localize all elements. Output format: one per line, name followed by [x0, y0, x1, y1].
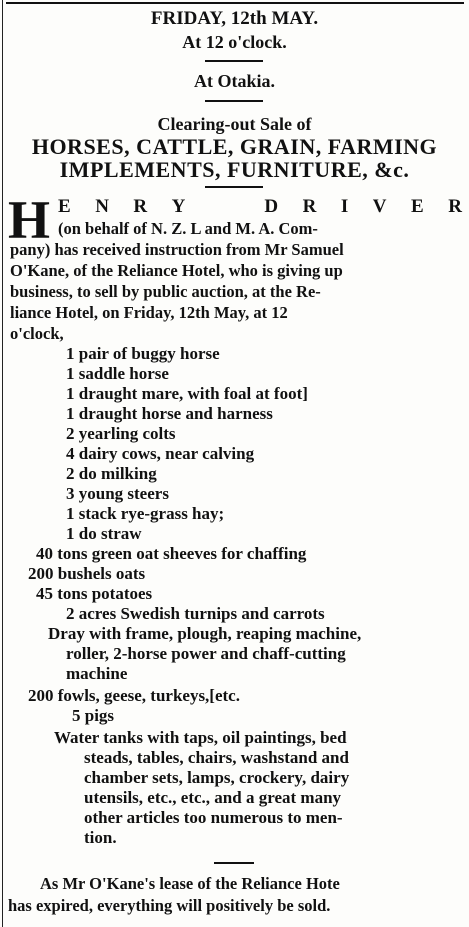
list-item: 1 saddle horse [66, 364, 169, 383]
body-line: O'Kane, of the Reliance Hotel, who is giving up [10, 261, 343, 280]
list-item: Dray with frame, plough, reaping machine, [48, 624, 362, 643]
top-rule [6, 2, 464, 4]
list-item: machine [66, 664, 128, 683]
name-letter: V [372, 196, 387, 217]
name-letter: Y [171, 196, 186, 217]
name-letter: E [411, 196, 424, 217]
list-item: 2 yearling colts [66, 424, 176, 443]
footer-line-1: As Mr O'Kane's lease of the Reliance Hote [40, 874, 340, 893]
auctioneer-name [58, 196, 462, 218]
list-item: 1 do straw [66, 524, 142, 543]
list-item: steads, tables, chairs, washstand and [84, 748, 349, 767]
list-item: utensils, etc., etc., and a great many [84, 788, 342, 807]
list-item: 2 do milking [66, 464, 157, 483]
drop-cap: H [8, 190, 51, 250]
body-line: pany) has received instruction from Mr Samuel [10, 240, 344, 259]
body-line: business, to sell by public auction, at the Re- [10, 282, 321, 301]
name-letter: R [448, 196, 462, 217]
sale-date: FRIDAY, 12th MAY. [150, 8, 319, 29]
list-item: 200 bushels oats [28, 564, 146, 583]
body-line: liance Hotel, on Friday, 12th May, at 12 [10, 303, 288, 322]
name-letter: N [95, 196, 109, 217]
name-letter: R [133, 196, 148, 217]
list-item: 40 tons green oat sheeves for chaffing [36, 544, 307, 563]
short-rule-3 [205, 186, 263, 188]
list-item: other articles too numerous to men- [84, 808, 343, 827]
body-line: o'clock, [10, 324, 64, 343]
list-item: 3 young steers [66, 484, 169, 503]
name-letter: E [58, 196, 71, 217]
list-item: 45 tons potatoes [36, 584, 153, 603]
lots-line-1: HORSES, CATTLE, GRAIN, FARMING [31, 134, 438, 159]
sale-title: Clearing-out Sale of [157, 114, 312, 134]
list-item: tion. [84, 828, 117, 847]
short-rule-4 [214, 862, 254, 864]
list-item: 1 pair of buggy horse [66, 344, 220, 363]
name-letter: I [340, 196, 349, 217]
list-item: 1 stack rye-grass hay; [66, 504, 225, 523]
list-item: 4 dairy cows, near calving [66, 444, 255, 463]
body-line: (on behalf of N. Z. L and M. A. Com- [58, 219, 318, 238]
list-item: chamber sets, lamps, crockery, dairy [84, 768, 350, 787]
sale-place: At Otakia. [194, 71, 275, 91]
list-item: Water tanks with taps, oil paintings, bed [54, 728, 347, 747]
list-item: 5 pigs [72, 706, 115, 725]
short-rule-1 [205, 60, 263, 62]
name-letter: R [302, 196, 317, 217]
list-item: 1 draught horse and harness [66, 404, 273, 423]
footer-line-2: has expired, everything will positively be sold. [8, 896, 331, 915]
name-letter: D [264, 196, 279, 217]
list-item: 200 fowls, geese, turkeys,[etc. [28, 686, 240, 705]
sale-time: At 12 o'clock. [182, 32, 287, 52]
short-rule-2 [205, 100, 263, 102]
list-item: 1 draught mare, with foal at foot] [66, 384, 308, 403]
lots-line-2: IMPLEMENTS, FURNITURE, &c. [59, 157, 410, 182]
list-item: 2 acres Swedish turnips and carrots [66, 604, 325, 623]
list-item: roller, 2-horse power and chaff-cutting [66, 644, 346, 663]
